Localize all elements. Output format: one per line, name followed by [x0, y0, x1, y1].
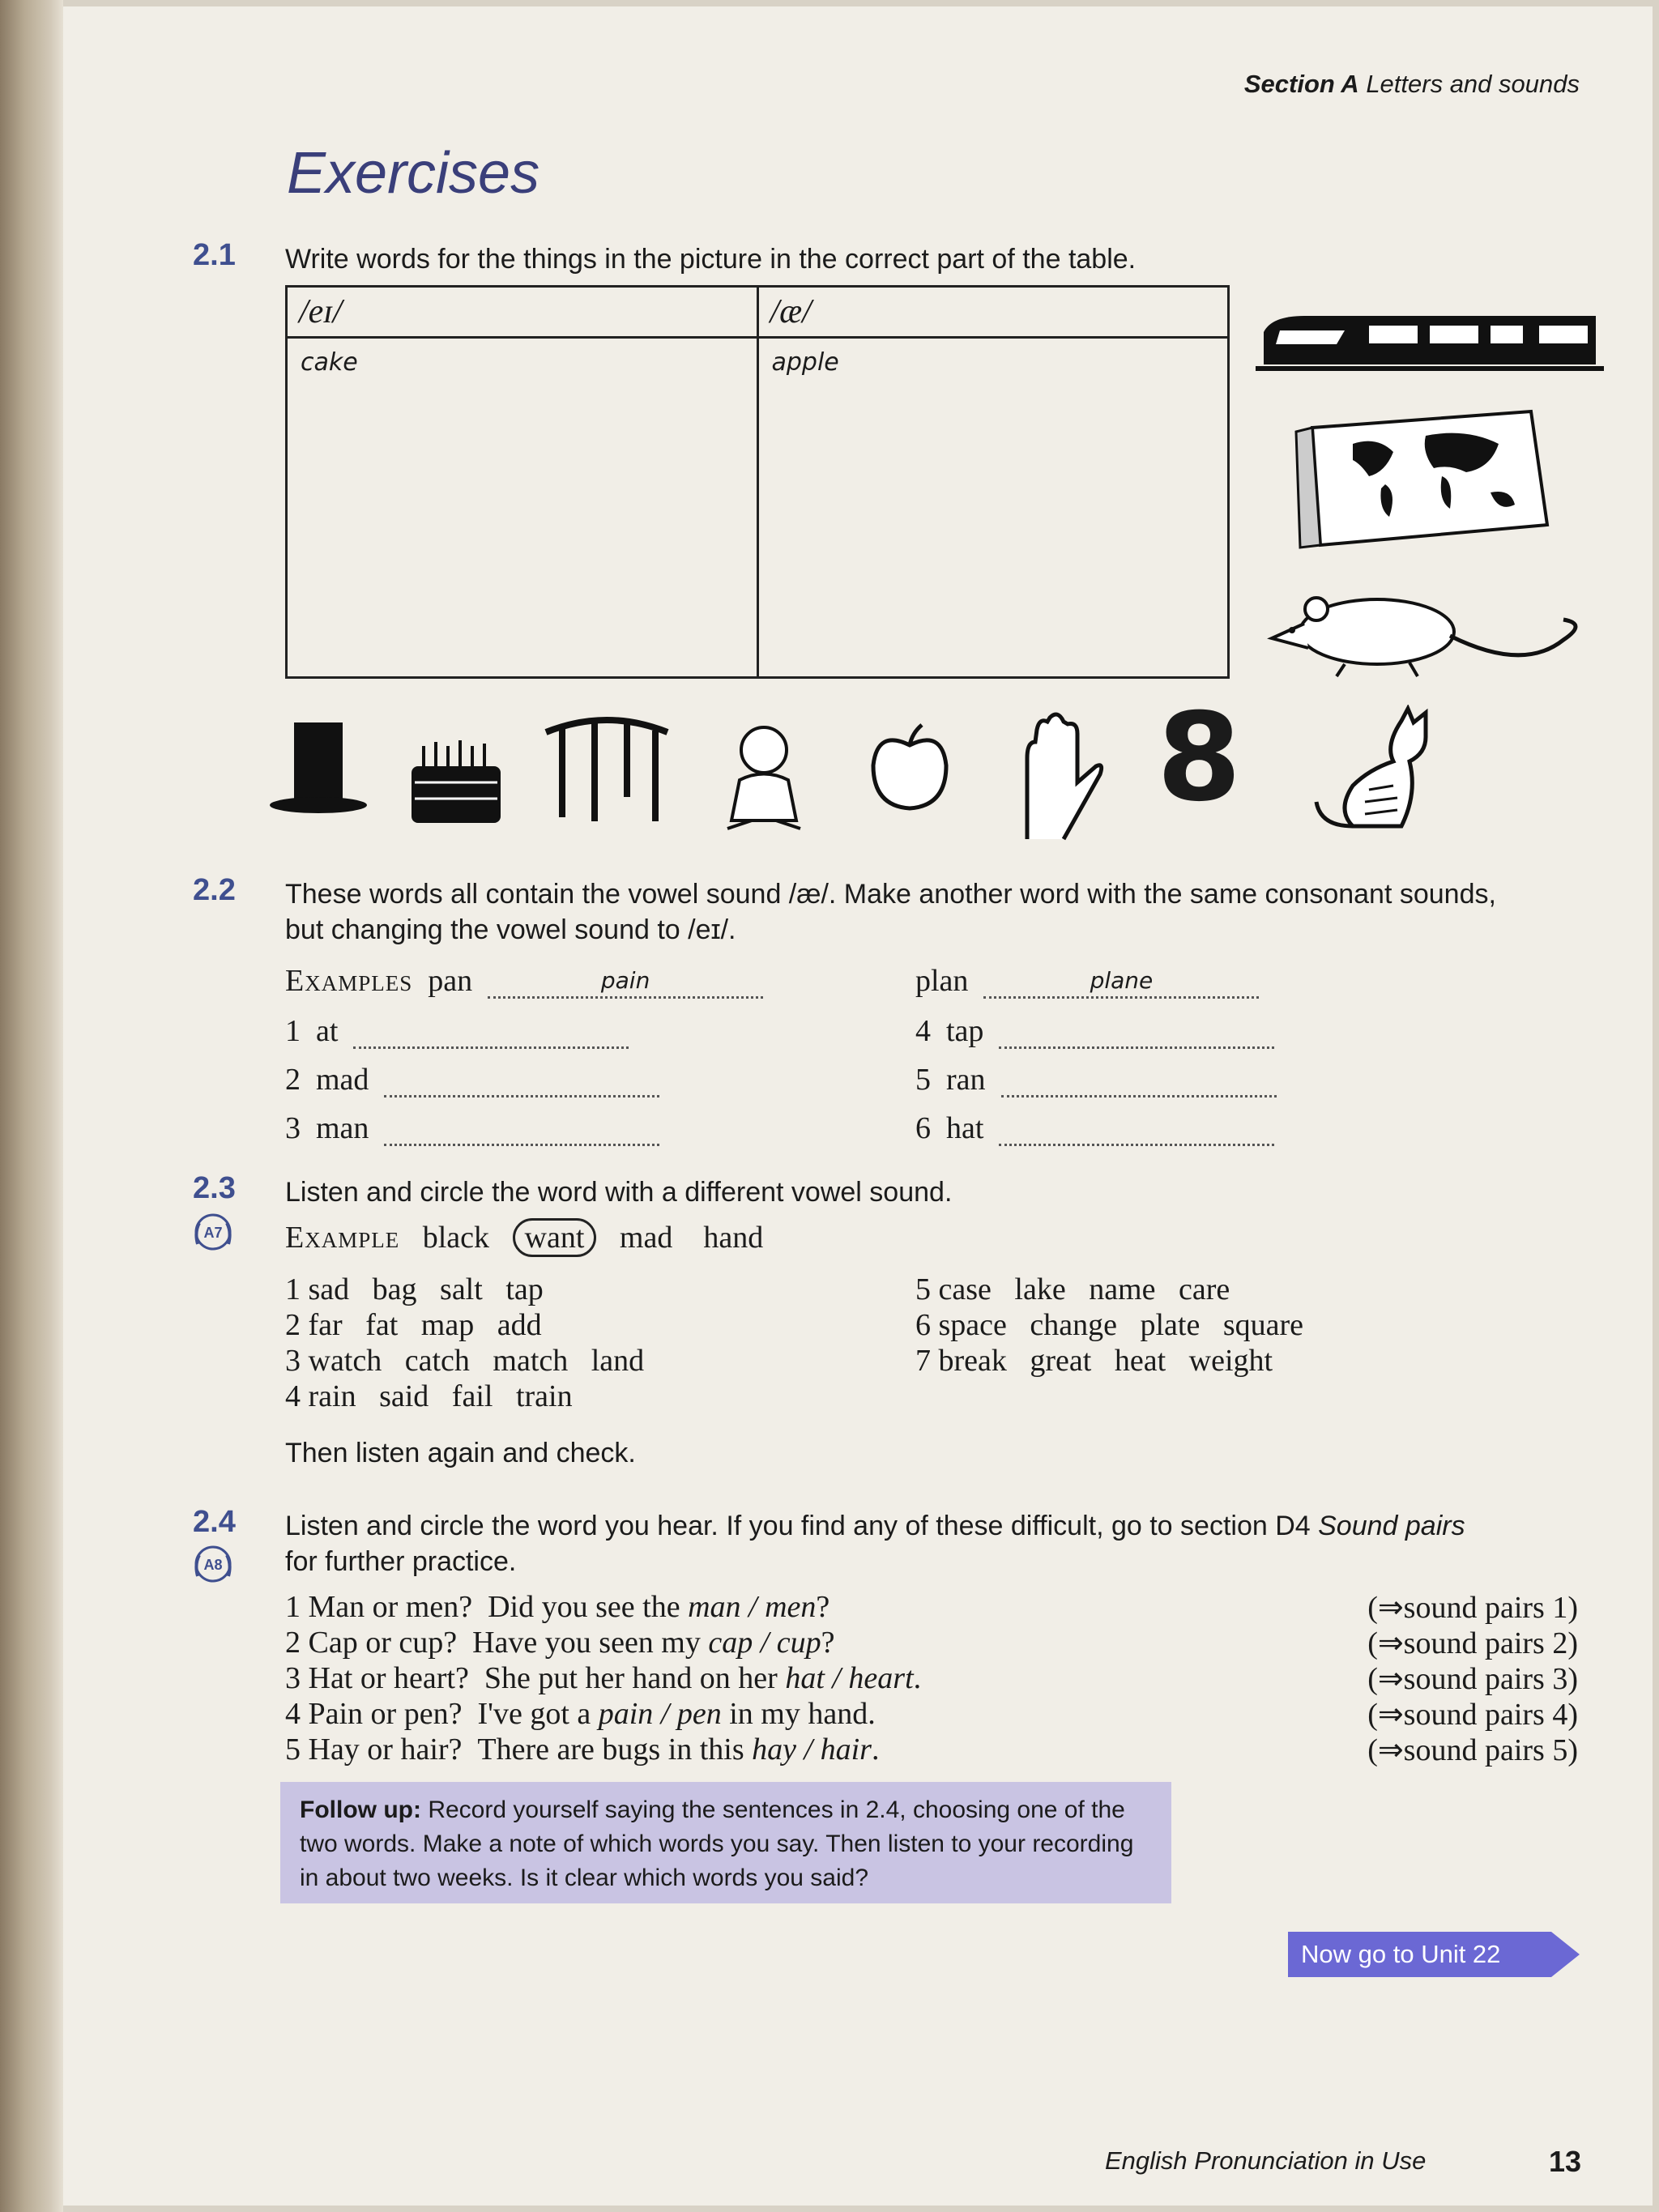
- exercise-2-3-instruction: Listen and circle the word with a different vowel sound.: [285, 1177, 953, 1208]
- now-go-label: Now go to Unit 22: [1301, 1940, 1501, 1968]
- exercise-2-3-item: 3 watch catch match land: [285, 1344, 645, 1378]
- page-title: Exercises: [287, 141, 540, 206]
- audio-track-label: A7: [203, 1225, 223, 1241]
- table-example-cake[interactable]: cake: [301, 348, 358, 377]
- table-column-ae: [757, 288, 1228, 676]
- section-header: Section A Letters and sounds: [1243, 70, 1580, 98]
- exercise-2-2-example-2: plan plane: [915, 961, 1259, 999]
- follow-up-label: Follow up:: [300, 1796, 421, 1823]
- cat-icon: [1304, 705, 1450, 842]
- exercise-2-3-item: 2 far fat map add: [285, 1308, 542, 1342]
- sound-pairs-ref[interactable]: (⇒sound pairs 3): [1367, 1662, 1578, 1696]
- sound-table: [285, 285, 1230, 679]
- examples-label: Examples: [285, 964, 413, 998]
- audio-track-icon[interactable]: [193, 1544, 233, 1584]
- exercise-2-1-instruction: Write words for the things in the picture in the correct part of the table.: [285, 244, 1137, 275]
- table-icon: [538, 708, 676, 829]
- exercise-2-3-item: 4 rain said fail train: [285, 1379, 573, 1413]
- exercise-2-3-item: 6 space change plate square: [915, 1308, 1304, 1342]
- exercise-2-2-item: 3 man: [285, 1108, 659, 1146]
- exercise-2-2-instruction-line2: but changing the vowel sound to /eɪ/.: [285, 914, 736, 945]
- exercise-2-4-item: 1 Man or men? Did you see the man / men?: [285, 1590, 830, 1624]
- exercise-2-3-item: 1 sad bag salt tap: [285, 1272, 544, 1306]
- baby-icon: [719, 719, 808, 841]
- table-column-ei: [288, 288, 757, 676]
- exercise-2-4-instruction-line1: Listen and circle the word you hear. If you find any of these difficult, go to section D4 Sound pairs: [285, 1511, 1465, 1541]
- exercise-2-2-item: 6 hat: [915, 1108, 1274, 1146]
- answer-line[interactable]: [999, 1011, 1274, 1049]
- apple-icon: [865, 721, 954, 818]
- eight-icon: 8: [1157, 688, 1242, 829]
- exercise-2-4-item: 4 Pain or pen? I've got a pain / pen in my hand.: [285, 1697, 876, 1731]
- table-header-ei: /eɪ/: [288, 288, 757, 339]
- exercise-2-3-example: Example black want mad hand: [285, 1220, 763, 1255]
- example-answer-plane: plane: [983, 961, 1259, 999]
- world-map-icon: [1288, 403, 1555, 549]
- exercise-2-3-item: 7 break great heat weight: [915, 1344, 1273, 1378]
- exercise-2-3-item: 5 case lake name care: [915, 1272, 1230, 1306]
- exercise-2-2-example-1: Examples pan pain: [285, 961, 763, 999]
- page: [63, 6, 1653, 2206]
- exercise-2-4-item: 5 Hay or hair? There are bugs in this hay / hair.: [285, 1733, 880, 1767]
- exercise-2-2-item: 5 ran: [915, 1059, 1277, 1097]
- exercise-2-4-item: 2 Cap or cup? Have you seen my cap / cup?: [285, 1626, 835, 1660]
- train-icon: [1247, 308, 1612, 381]
- table-header-ae: /æ/: [759, 288, 1228, 339]
- exercise-number-2-3: 2.3: [193, 1171, 236, 1205]
- exercise-2-2-item: 2 mad: [285, 1059, 659, 1097]
- hand-icon: [1003, 710, 1108, 847]
- exercise-number-2-1: 2.1: [193, 238, 236, 272]
- exercise-2-3-then: Then listen again and check.: [285, 1438, 636, 1468]
- audio-track-label: A8: [203, 1557, 223, 1573]
- follow-up-box: [280, 1782, 1171, 1903]
- page-number: 13: [1549, 2145, 1582, 2178]
- sound-pairs-ref[interactable]: (⇒sound pairs 4): [1367, 1698, 1578, 1732]
- book-spine: [0, 0, 63, 2212]
- birthday-cake-icon: [403, 726, 509, 831]
- exercise-number-2-4: 2.4: [193, 1505, 236, 1539]
- sound-pairs-ref[interactable]: (⇒sound pairs 1): [1367, 1591, 1578, 1625]
- sound-pairs-ref[interactable]: (⇒sound pairs 5): [1367, 1733, 1578, 1767]
- answer-line[interactable]: [1001, 1059, 1277, 1097]
- table-example-apple[interactable]: apple: [771, 348, 839, 377]
- exercise-number-2-2: 2.2: [193, 873, 236, 907]
- now-go-to-unit-button[interactable]: [1288, 1932, 1580, 1977]
- answer-line[interactable]: [353, 1011, 629, 1049]
- example-label: Example: [285, 1221, 400, 1255]
- exercise-2-4-instruction-line2: for further practice.: [285, 1546, 517, 1577]
- example-answer-pain: pain: [488, 961, 763, 999]
- rat-icon: [1256, 575, 1596, 680]
- audio-track-icon[interactable]: [193, 1212, 233, 1252]
- exercise-2-2-item: 4 tap: [915, 1011, 1274, 1049]
- exercise-2-2-item: 1 at: [285, 1011, 629, 1049]
- top-hat-icon: [258, 714, 379, 820]
- answer-line[interactable]: [384, 1108, 659, 1146]
- follow-up-text: Record yourself saying the sentences in 2.4, choosing one of the two words. Make a note of which words you say. Then listen to your recording in about two weeks. Is it clear which words you said?: [300, 1796, 1134, 1891]
- sound-pairs-ref[interactable]: (⇒sound pairs 2): [1367, 1626, 1578, 1660]
- footer-book-title: English Pronunciation in Use: [1105, 2146, 1427, 2175]
- answer-line[interactable]: [384, 1059, 659, 1097]
- exercise-2-2-instruction-line1: These words all contain the vowel sound /æ/. Make another word with the same consonant sounds,: [285, 879, 1496, 910]
- answer-line[interactable]: [999, 1108, 1274, 1146]
- circled-word: want: [513, 1218, 597, 1257]
- exercise-2-4-item: 3 Hat or heart? She put her hand on her hat / heart.: [285, 1661, 922, 1695]
